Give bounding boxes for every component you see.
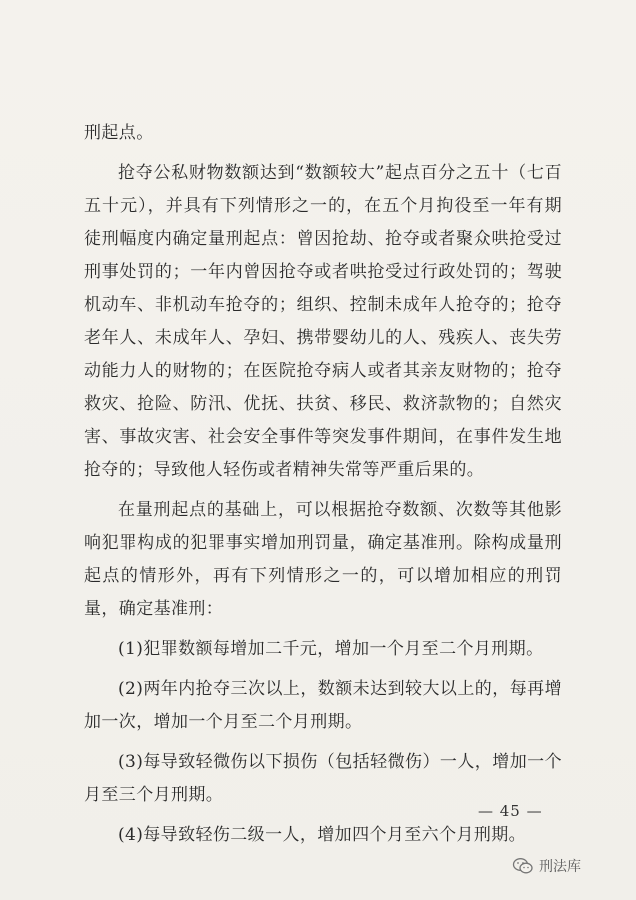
wechat-icon: [512, 857, 534, 875]
list-item-2: (2)两年内抢夺三次以上，数额未达到较大以上的，每再增加一次，增加一个月至二个月刑期。: [84, 679, 562, 732]
watermark-text: 刑法库: [539, 859, 581, 875]
page-number: — 45 —: [478, 802, 543, 820]
list-item-3: (3)每导致轻微伤以下损伤（包括轻微伤）一人，增加一个月至三个月刑期。: [84, 752, 562, 805]
paragraph-starting-point: 抢夺公私财物数额达到“数额较大”起点百分之五十（七百五十元），并具有下列情形之一的，在五个月拘役至一年有期徒刑幅度内确定量刑起点：曾因抢劫、抢夺或者聚众哄抢受过刑事处罚的；一年内曾因抢夺或者哄抢受过行政处罚的；驾驶机动车、非机动车抢夺的；组织、控制未成年人抢夺的；抢夺老年人、未成年人、孕妇、携带婴幼儿的人、残疾人、丧失劳动能力人的财物的；在医院抢夺病人或者其亲友财物的；抢夺救灾、抢险、防汛、优抚、扶贫、移民、救济款物的；自然灾害、事故灾害、社会安全事件等突发事件期间，在事件发生地抢夺的；导致他人轻伤或者精神失常等严重后果的。: [84, 163, 562, 480]
watermark: [512, 856, 581, 876]
list-item-4: (4)每导致轻伤二级一人，增加四个月至六个月刑期。: [118, 825, 527, 845]
paragraph-continuation: 刑起点。: [84, 123, 154, 143]
list-item-1: (1)犯罪数额每增加二千元，增加一个月至二个月刑期。: [118, 639, 544, 659]
paragraph-base-sentence: 在量刑起点的基础上，可以根据抢夺数额、次数等其他影响犯罪构成的犯罪事实增加刑罚量，确定基准刑。除构成量刑起点的情形外，再有下列情形之一的，可以增加相应的刑罚量，确定基准刑：: [84, 500, 562, 619]
document-body: [84, 117, 562, 852]
